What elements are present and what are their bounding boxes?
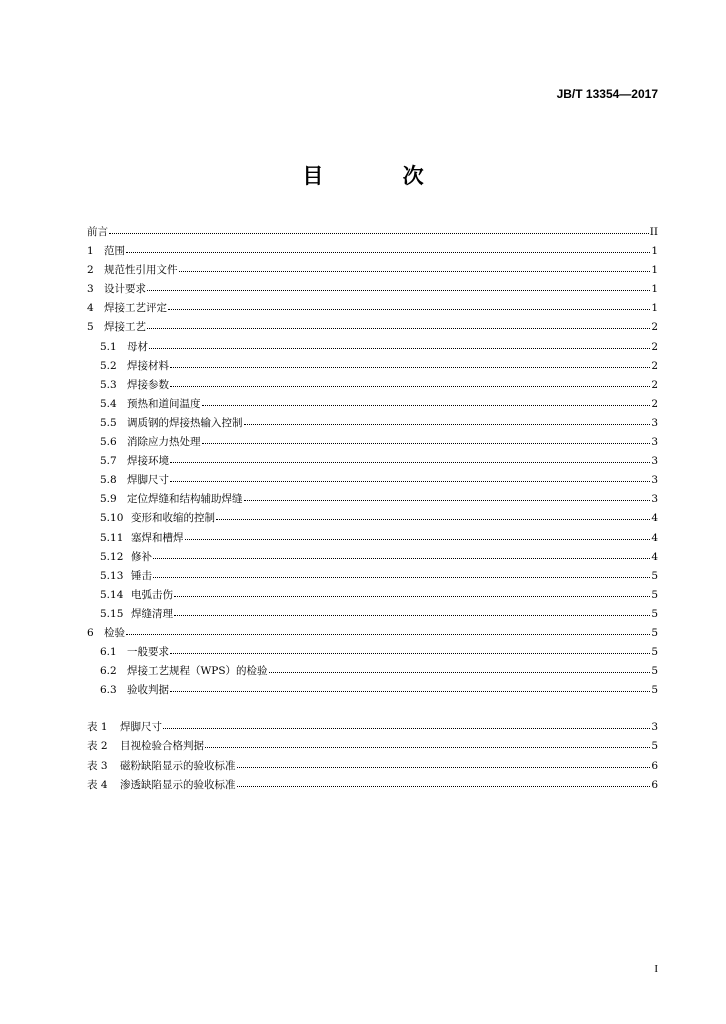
toc-entry-page: 2 <box>651 397 658 410</box>
toc-entry-label: 焊接工艺评定 <box>104 302 167 315</box>
toc-entry[interactable] <box>87 338 658 357</box>
toc-entry-label: 修补 <box>131 550 152 563</box>
toc-entry-page: 6 <box>651 759 658 772</box>
toc-entry[interactable] <box>87 452 658 471</box>
toc-entry-label: 调质钢的焊接热输入控制 <box>127 416 243 429</box>
table-list-entry[interactable] <box>87 718 658 737</box>
toc-entry-label: 焊接环境 <box>127 455 169 468</box>
toc-entry-page: 5 <box>651 588 658 601</box>
toc-entry-label: 消除应力热处理 <box>127 436 201 449</box>
toc-entry[interactable] <box>87 318 658 337</box>
toc-entry-number: 5.6 <box>100 436 117 449</box>
toc-entry-label: 母材 <box>127 340 148 353</box>
toc-entry[interactable] <box>87 567 658 586</box>
toc-entry[interactable] <box>87 529 658 548</box>
toc-entry-label: 电弧击伤 <box>131 588 173 601</box>
toc-entry[interactable] <box>87 490 658 509</box>
dot-leader <box>244 491 651 501</box>
toc-entry-label: 焊接工艺规程（WPS）的检验 <box>127 665 268 678</box>
toc-entry-number: 5.10 <box>100 512 124 525</box>
toc-entry[interactable] <box>87 643 658 662</box>
table-list-entry[interactable] <box>87 757 658 776</box>
toc-entry-page: 3 <box>651 721 658 734</box>
toc-entry-number: 5.13 <box>100 569 124 582</box>
toc-entry-number: 5.7 <box>100 455 117 468</box>
toc-entry-number: 5.8 <box>100 474 117 487</box>
toc-entry-page: 6 <box>651 778 658 791</box>
dot-leader <box>147 281 650 291</box>
toc-entry-number: 5.2 <box>100 359 117 372</box>
toc-entry-number: 6.2 <box>100 665 117 678</box>
toc-entry-label: 目视检验合格判据 <box>120 740 204 753</box>
dot-leader <box>170 358 650 368</box>
toc-entry-page: 2 <box>651 321 658 334</box>
dot-leader <box>170 453 650 463</box>
dot-leader <box>163 719 650 729</box>
toc-entry-page: 5 <box>651 740 658 753</box>
toc-entry-page: 3 <box>651 493 658 506</box>
dot-leader <box>153 549 650 559</box>
toc-entry[interactable] <box>87 433 658 452</box>
toc-entry[interactable] <box>87 299 658 318</box>
toc-entry[interactable] <box>87 414 658 433</box>
table-of-contents <box>87 223 658 795</box>
toc-entry-number: 表 4 <box>87 778 108 791</box>
toc-entry-label: 设计要求 <box>104 283 146 296</box>
toc-entry-number: 5.4 <box>100 397 117 410</box>
toc-entry[interactable] <box>87 662 658 681</box>
toc-entry-number: 6.3 <box>100 684 117 697</box>
dot-leader <box>170 377 650 387</box>
toc-entry[interactable] <box>87 357 658 376</box>
section-gap <box>87 700 658 718</box>
toc-entry[interactable] <box>87 395 658 414</box>
page-number: I <box>654 963 658 975</box>
toc-entry-page: 4 <box>651 512 658 525</box>
dot-leader <box>237 777 651 787</box>
toc-entry-page: 5 <box>651 569 658 582</box>
toc-entry-page: 1 <box>651 245 658 258</box>
dot-leader <box>205 738 650 748</box>
table-list-entry[interactable] <box>87 737 658 756</box>
dot-leader <box>170 644 650 654</box>
toc-entry-page: 4 <box>651 531 658 544</box>
toc-entry[interactable] <box>87 223 658 242</box>
toc-entry-page: 3 <box>651 474 658 487</box>
toc-entry[interactable] <box>87 586 658 605</box>
toc-entry-number: 5.11 <box>100 531 124 544</box>
toc-entry-number: 3 <box>87 283 94 296</box>
toc-entry-page: 2 <box>651 359 658 372</box>
toc-entry-label: 焊缝清理 <box>131 607 173 620</box>
dot-leader <box>174 606 650 616</box>
toc-entry-number: 5.14 <box>100 588 124 601</box>
dot-leader <box>153 568 650 578</box>
toc-entry-label: 定位焊缝和结构辅助焊缝 <box>127 493 243 506</box>
toc-entry[interactable] <box>87 261 658 280</box>
toc-entry-number: 表 1 <box>87 721 108 734</box>
toc-entry-number: 5.9 <box>100 493 117 506</box>
dot-leader <box>202 434 651 444</box>
dot-leader <box>126 243 650 253</box>
toc-entry-label: 磁粉缺陷显示的验收标准 <box>120 759 236 772</box>
toc-entry[interactable] <box>87 624 658 643</box>
toc-entry-label: 焊脚尺寸 <box>120 721 162 734</box>
toc-entry-number: 5 <box>87 321 94 334</box>
toc-entry-label: 焊接材料 <box>127 359 169 372</box>
toc-entries <box>87 223 658 700</box>
toc-entry-label: 检验 <box>104 626 125 639</box>
toc-entry[interactable] <box>87 471 658 490</box>
toc-entry[interactable] <box>87 548 658 567</box>
toc-entry-label: 预热和道间温度 <box>127 397 201 410</box>
toc-entry-label: 焊脚尺寸 <box>127 474 169 487</box>
dot-leader <box>216 510 650 520</box>
dot-leader <box>237 758 651 768</box>
toc-entry[interactable] <box>87 376 658 395</box>
toc-entry-number: 表 2 <box>87 740 108 753</box>
toc-entry-page: 1 <box>651 302 658 315</box>
dot-leader <box>179 262 651 272</box>
dot-leader <box>170 682 650 692</box>
toc-entry[interactable] <box>87 509 658 528</box>
toc-entry-label: 焊接工艺 <box>104 321 146 334</box>
toc-entry[interactable] <box>87 605 658 624</box>
page-title: 目 次 <box>302 164 460 188</box>
toc-entry-page: 1 <box>651 283 658 296</box>
toc-entry-number: 5.5 <box>100 416 117 429</box>
toc-entry-number: 2 <box>87 264 94 277</box>
toc-entry-page: 3 <box>651 455 658 468</box>
toc-entry-label: 渗透缺陷显示的验收标准 <box>120 778 236 791</box>
dot-leader <box>126 625 650 635</box>
toc-entry-page: 2 <box>651 340 658 353</box>
toc-entry[interactable] <box>87 242 658 261</box>
standard-code: JB/T 13354—2017 <box>556 87 658 101</box>
dot-leader <box>244 415 651 425</box>
toc-entry-page: 5 <box>651 665 658 678</box>
dot-leader <box>269 663 651 673</box>
toc-entry[interactable] <box>87 681 658 700</box>
toc-entry-page: 5 <box>651 646 658 659</box>
toc-entry-page: 4 <box>651 550 658 563</box>
toc-entry-number: 6 <box>87 626 94 639</box>
toc-entry-page: 5 <box>651 684 658 697</box>
toc-entry-label: 前言 <box>87 226 108 238</box>
dot-leader <box>185 530 651 540</box>
toc-entry-label: 验收判据 <box>127 684 169 697</box>
toc-entry-page: 1 <box>651 264 658 277</box>
toc-entry-label: 一般要求 <box>127 646 169 659</box>
toc-entry[interactable] <box>87 280 658 299</box>
toc-entry-number: 5.3 <box>100 378 117 391</box>
dot-leader <box>170 472 650 482</box>
toc-entry-number: 5.12 <box>100 550 124 563</box>
dot-leader <box>109 224 649 234</box>
toc-entry-label: 变形和收缩的控制 <box>131 512 215 525</box>
toc-entry-page: 3 <box>651 436 658 449</box>
toc-entry-label: 范围 <box>104 245 125 258</box>
toc-entry-label: 规范性引用文件 <box>104 264 178 277</box>
table-list-entry[interactable] <box>87 776 658 795</box>
toc-entry-number: 5.1 <box>100 340 117 353</box>
dot-leader <box>149 339 650 349</box>
dot-leader <box>202 396 651 406</box>
toc-entry-label: 塞焊和槽焊 <box>131 531 184 544</box>
dot-leader <box>168 300 650 310</box>
dot-leader <box>174 587 650 597</box>
toc-entry-label: 锤击 <box>131 569 152 582</box>
toc-entry-number: 表 3 <box>87 759 108 772</box>
dot-leader <box>147 319 650 329</box>
toc-entry-page: 5 <box>651 626 658 639</box>
toc-entry-page: 2 <box>651 378 658 391</box>
toc-entry-number: 6.1 <box>100 646 117 659</box>
toc-entry-number: 5.15 <box>100 607 124 620</box>
table-list <box>87 718 658 794</box>
toc-entry-page: 5 <box>651 607 658 620</box>
toc-entry-number: 4 <box>87 302 94 315</box>
toc-entry-page: II <box>649 226 658 238</box>
toc-entry-number: 1 <box>87 245 94 258</box>
toc-entry-page: 3 <box>651 416 658 429</box>
toc-entry-label: 焊接参数 <box>127 378 169 391</box>
